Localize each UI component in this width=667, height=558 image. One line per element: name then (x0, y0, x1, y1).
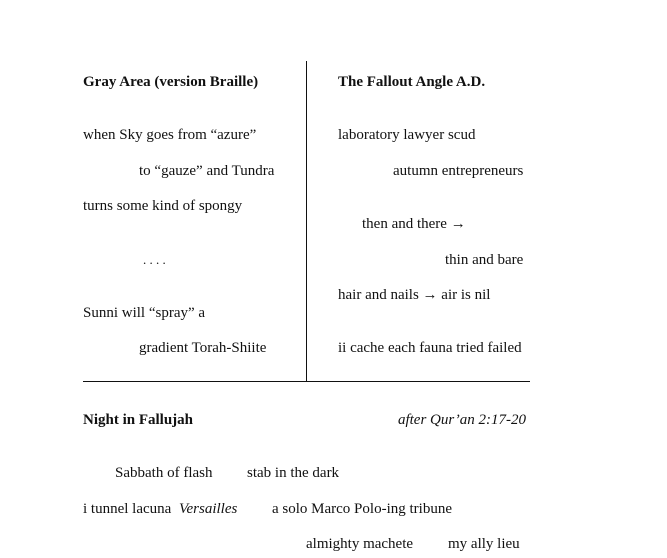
column-divider (306, 61, 307, 381)
left-poem-ellipsis: . . . . (143, 252, 166, 267)
bottom-poem-phrase: my ally lieu (448, 536, 520, 552)
bottom-poem-phrase: stab in the dark (247, 465, 340, 481)
right-poem-line: then and there → (362, 216, 466, 232)
left-poem-line: to “gauze” and Tundra (139, 163, 275, 179)
bottom-poem-phrase: almighty machete (306, 536, 414, 552)
left-poem-title: Gray Area (version Braille) (83, 74, 259, 90)
bottom-poem-title: Night in Fallujah (83, 412, 194, 428)
bottom-poem-phrase: Sabbath of flash (115, 465, 213, 481)
bottom-poem-phrase: i tunnel lacuna (83, 501, 172, 517)
left-poem-line: Sunni will “spray” a (83, 305, 206, 321)
left-poem-line: when Sky goes from “azure” (83, 127, 257, 143)
right-poem-line: thin and bare (445, 252, 524, 268)
right-poem-line: hair and nails → air is nil (338, 287, 491, 303)
right-poem-line: laboratory lawyer scud (338, 127, 476, 143)
section-divider (83, 381, 530, 382)
bottom-poem-phrase: a solo Marco Polo-ing tribune (272, 501, 452, 517)
bottom-poem-epigraph: after Qur’an 2:17-20 (397, 412, 526, 428)
left-poem-line: turns some kind of spongy (83, 198, 243, 214)
right-poem-line: ii cache each fauna tried failed (338, 340, 522, 356)
right-poem-line: autumn entrepreneurs (393, 163, 524, 179)
right-poem-title: The Fallout Angle A.D. (338, 74, 486, 90)
bottom-poem-italic-word: Versailles (179, 501, 238, 517)
left-poem-line: gradient Torah-Shiite (139, 340, 267, 356)
